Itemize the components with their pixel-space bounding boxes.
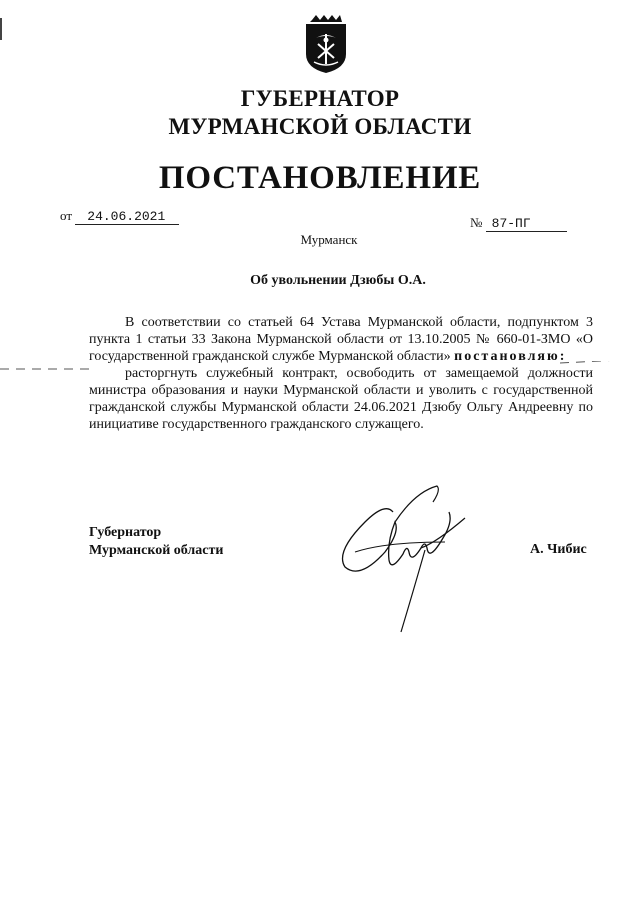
document-body — [89, 314, 593, 433]
number-row — [470, 215, 567, 232]
handwritten-signature-icon — [325, 482, 475, 642]
signatory-title-line1: Губернатор — [89, 525, 162, 540]
city-label: Мурманск — [300, 232, 358, 247]
number-prefix: № — [470, 215, 483, 230]
date-prefix: от — [60, 208, 73, 223]
signatory-title — [89, 524, 223, 560]
signatory-name: А. Чибис — [530, 542, 587, 557]
para1-keyword: постановляю: — [454, 349, 567, 364]
coat-of-arms-icon — [302, 14, 350, 74]
document-type-title: ПОСТАНОВЛЕНИЕ — [158, 160, 482, 196]
body-paragraph-1 — [89, 314, 593, 365]
region-heading: МУРМАНСКОЙ ОБЛАСТИ — [168, 114, 472, 139]
document-date: 24.06.2021 — [75, 209, 179, 225]
scan-edge-mark — [0, 18, 2, 40]
date-row — [60, 208, 179, 225]
governor-heading: ГУБЕРНАТОР — [240, 86, 400, 111]
body-paragraph-2: расторгнуть служебный контракт, освободить от замещаемой должности министра образования и науки Мурманской области и уволить с государственной гражданской службы Мурманской области 24.06.2021 Дзюбу Ольгу Андреевну по инициативе государственного гражданского служащего. — [89, 366, 593, 432]
document-subject: Об увольнении Дзюбы О.А. — [250, 273, 426, 288]
signatory-title-line2: Мурманской области — [89, 543, 224, 558]
para1-text: В соответствии со статьей 64 Устава Мурманской области, подпунктом 3 пункта 1 статьи 33 Закона Мурманской области от 13.10.2005 № 660-01-ЗМО «О государственной гражданской службе Мурманской области» — [89, 315, 593, 364]
document-number: 87-ПГ — [486, 216, 567, 232]
